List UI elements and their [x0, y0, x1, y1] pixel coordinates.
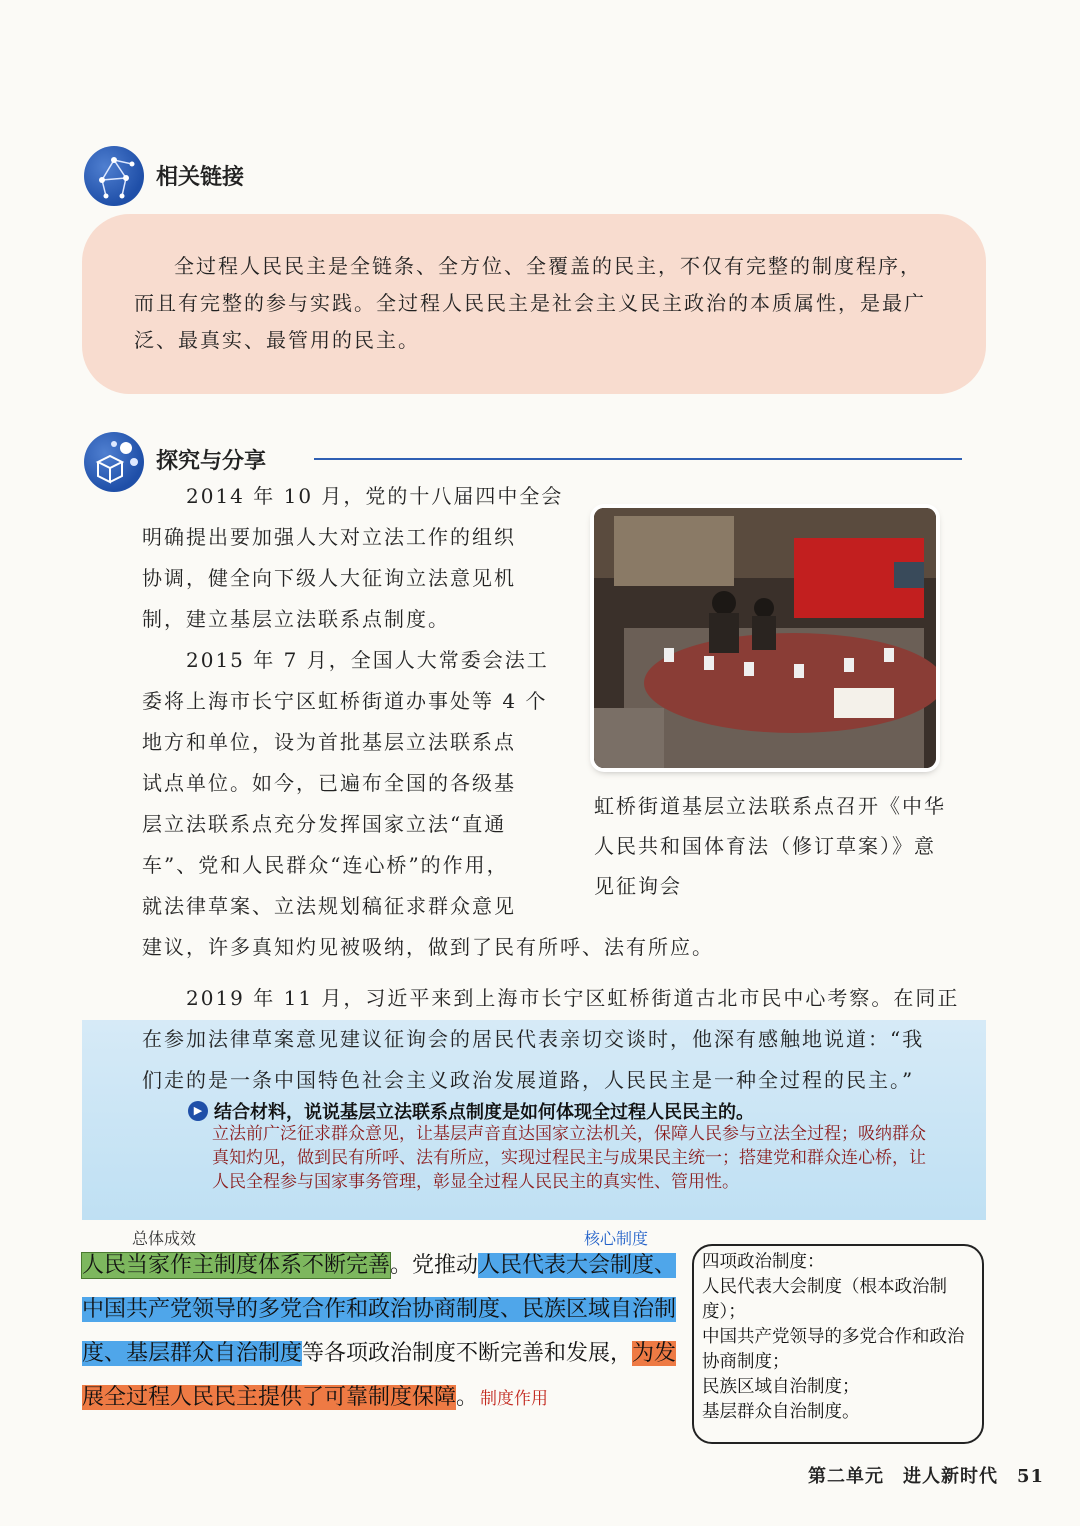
para1-line4: 制，建立基层立法联系点制度。	[142, 607, 450, 631]
play-icon: ▶	[188, 1101, 208, 1121]
box-line: 四项政治制度：	[702, 1252, 825, 1272]
discussion-question: 结合材料，说说基层立法联系点制度是如何体现全过程人民民主的。	[214, 1102, 754, 1123]
para2-line6: 车”、党和人民群众“连心桥”的作用，	[142, 853, 509, 877]
section-rule	[314, 458, 962, 460]
para2-line4: 试点单位。如今，已遍布全国的各级基	[142, 771, 516, 795]
explore-share-title: 探究与分享	[156, 449, 267, 474]
network-icon	[84, 146, 144, 206]
related-links-text: 全过程人民民主是全链条、全方位、全覆盖的民主，不仅有完整的制度程序，而且有完整的参与实践。全过程人民民主是社会主义民主政治的本质属性，是最广泛、最真实、最管用的民主。	[134, 254, 926, 352]
para1-line1: 2014 年 10 月，党的十八届四中全会	[186, 484, 564, 508]
para2-line2: 委将上海市长宁区虹桥街道办事处等 4 个	[142, 689, 548, 713]
cube-bubbles-icon	[84, 432, 144, 492]
para3-line2: 在参加法律草案意见建议征询会的居民代表亲切交谈时，他深有感触地说道：“我	[142, 1027, 925, 1051]
label-core-system: 核心制度	[584, 1229, 649, 1248]
para1-line3: 协调，健全向下级人大征询立法意见机	[142, 566, 516, 590]
meeting-photo	[594, 508, 936, 768]
para2-tail: 建议，许多真知灼见被吸纳，做到了民有所呼、法有所应。	[142, 935, 714, 959]
four-systems-text	[702, 1250, 978, 1425]
page-footer: 第二单元 进人新时代 51	[808, 1466, 1045, 1487]
label-overall-effect: 总体成效	[132, 1229, 197, 1248]
para1-line2: 明确提出要加强人大对立法工作的组织	[142, 525, 516, 549]
related-links-title: 相关链接	[156, 165, 245, 190]
para2-line3: 地方和单位，设为首批基层立法联系点	[142, 730, 516, 754]
highlight-core-systems: 人民代表大会制度、中国共产党领导的多党合作和政治协商制度、民族区域自治制度、基层群众自治制度	[82, 1253, 677, 1366]
box-line: 人民代表大会制度（根本政治制度）；	[702, 1277, 947, 1322]
handwritten-answer: 立法前广泛征求群众意见，让基层声音直达国家立法机关，保障人民参与立法全过程；吸纳群众真知灼见，做到民有所呼、法有所应，实现过程民主与成果民主统一；搭建党和群众连心桥，让人民全程参与国家事务管理，彰显全过程人民民主的真实性、管用性。	[212, 1124, 926, 1192]
notes-text-3: 。	[456, 1385, 479, 1410]
label-system-role: 制度作用	[480, 1389, 549, 1409]
notes-text-1: 。党推动	[390, 1253, 479, 1278]
notes-text-2: 等各项政治制度不断完善和发展，	[302, 1341, 633, 1366]
box-line: 中国共产党领导的多党合作和政治协商制度；	[702, 1327, 965, 1372]
box-line: 基层群众自治制度。	[702, 1402, 860, 1422]
highlight-overall-effect: 人民当家作主制度体系不断完善	[82, 1253, 391, 1278]
para3-line1: 2019 年 11 月，习近平来到上海市长宁区虹桥街道古北市民中心考察。在同正	[186, 986, 960, 1010]
para2-line1: 2015 年 7 月，全国人大常委会法工	[186, 648, 549, 672]
para2-line5: 层立法联系点充分发挥国家立法“直通	[142, 812, 507, 836]
box-line: 民族区域自治制度；	[702, 1377, 860, 1397]
para3-line3: 们走的是一条中国特色社会主义政治发展道路，人民民主是一种全过程的民主。”	[142, 1068, 915, 1092]
photo-caption: 虹桥街道基层立法联系点召开《中华人民共和国体育法（修订草案）》意见征询会	[594, 794, 946, 898]
highlight-system-role: 为发展全过程人民民主提供了可靠制度保障	[82, 1341, 677, 1410]
notes-paragraph	[82, 1244, 692, 1421]
para2-line7: 就法律草案、立法规划稿征求群众意见	[142, 894, 516, 918]
